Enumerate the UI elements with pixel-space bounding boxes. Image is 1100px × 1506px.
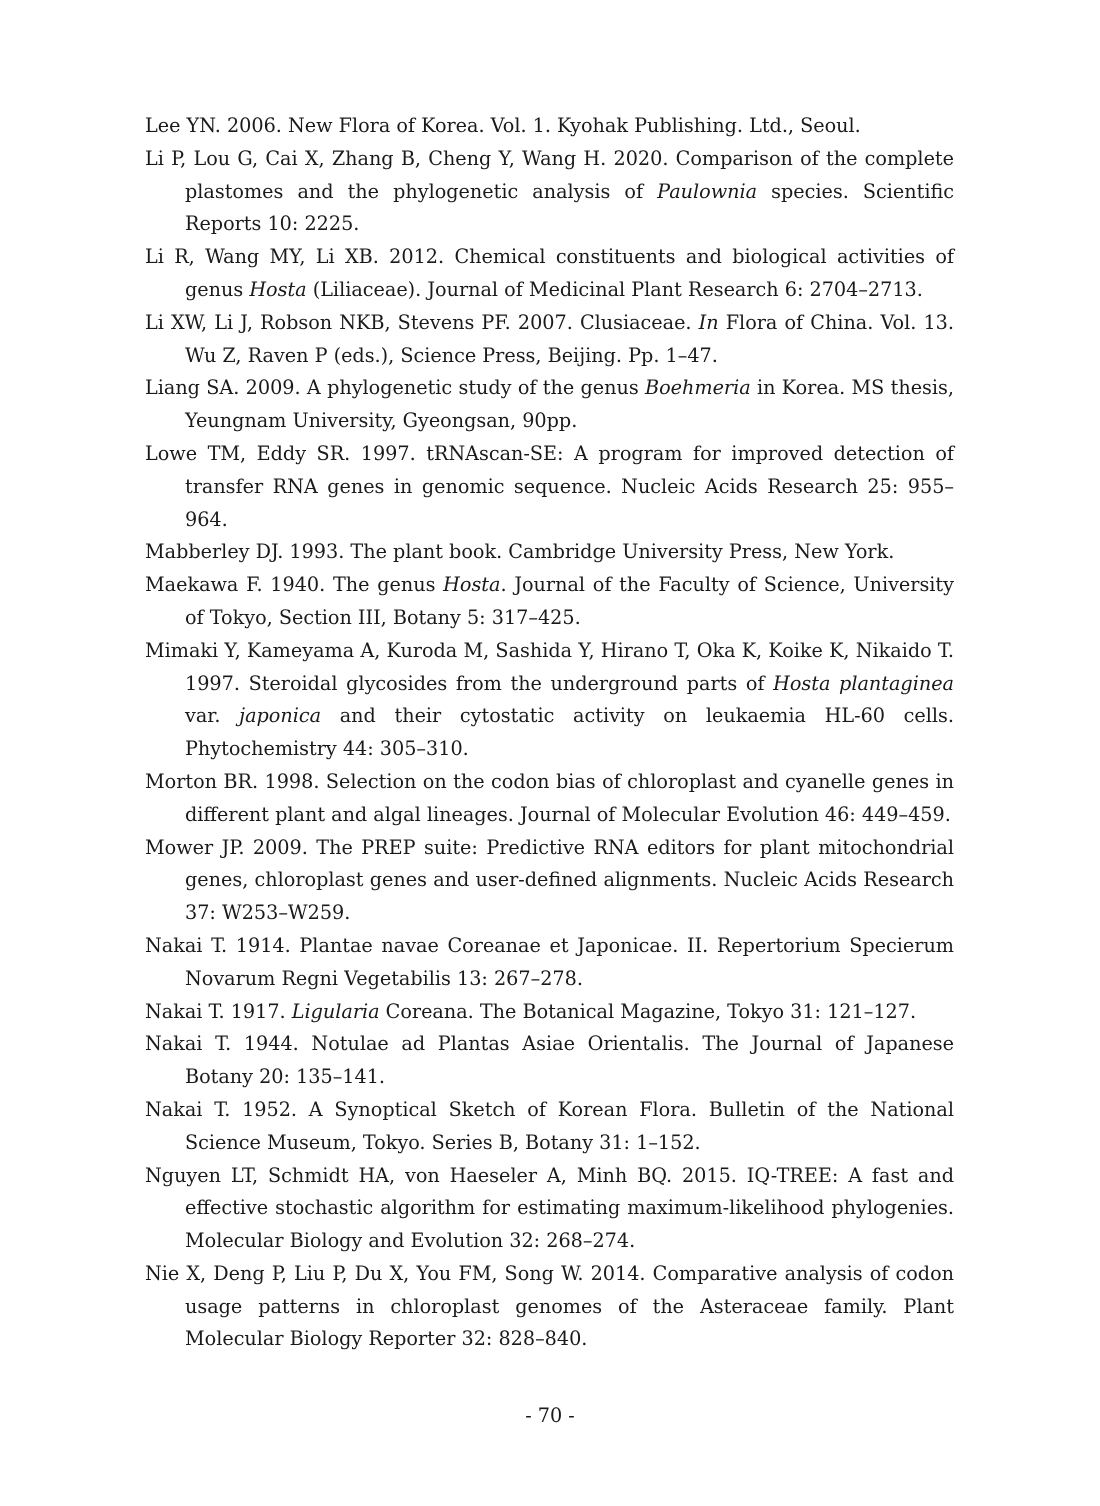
reference-text: Lee YN. 2006. New Flora of Korea. Vol. 1. Kyohak Publishing. Ltd., Seoul. [145,114,861,137]
italic-term: japonica [239,704,322,728]
reference-text: Li XW, Li J, Robson NKB, Stevens PF. 2007. Clusiaceae. [145,310,699,334]
italic-term: Paulownia [657,179,758,203]
reference-text: Nakai T. 1944. Notulae ad Plantas Asiae Orientalis. The Journal of Japanese Botany 20: 135–141. [145,1032,954,1089]
reference-text: Nakai T. 1952. A Synoptical Sketch of Korean Flora. Bulletin of the National Science Museum, Tokyo. Series B, Botany 31: 1–152. [145,1097,954,1154]
reference-text: and their cytostatic activity on leukaemia HL-60 cells. Phytochemistry 44: 305–310. [185,704,955,761]
reference-text: Flora of China. Vol. 13. Wu Z, Raven P (eds.), Science Press, Beijing. Pp. 1–47. [185,310,954,367]
reference-text: in Korea. MS thesis, Yeungnam University, Gyeongsan, 90pp. [185,376,954,433]
reference-entry [145,143,954,241]
reference-text: Lowe TM, Eddy SR. 1997. tRNAscan-SE: A program for improved detection of transfer RNA genes in genomic sequence. Nucleic Acids Research 25: 955–964. [145,441,954,531]
italic-term: In [698,310,719,334]
italic-term: Hosta [443,573,501,597]
reference-entry [145,996,954,1029]
italic-term: Boehmeria [645,376,751,400]
reference-entry [145,832,954,930]
reference-entry [145,1094,954,1160]
reference-text: Coreana. The Botanical Magazine, Tokyo 31: 121–127. [379,999,917,1023]
reference-text: Mower JP. 2009. The PREP suite: Predictive RNA editors for plant mitochondrial genes, chloroplast genes and user-defined alignments. Nucleic Acids Research 37: W253–W259. [145,835,954,925]
reference-text: Nakai T. 1917. [145,999,292,1023]
reference-text: Li P, Lou G, Cai X, Zhang B, Cheng Y, Wang H. 2020. Comparison of the complete plastomes and the phylogenetic analysis of [145,146,954,203]
italic-term: Hosta [249,277,307,301]
reference-text: Nakai T. 1914. Plantae navae Coreanae et Japonicae. II. Repertorium Specierum Novarum Regni Vegetabilis 13: 267–278. [145,933,954,990]
reference-entry [145,1160,954,1258]
italic-term: Ligularia [291,999,380,1023]
reference-text: Maekawa F. 1940. The genus [145,573,444,597]
reference-list [145,110,954,1356]
reference-entry [145,241,954,307]
page-number: - 70 - [525,1404,575,1427]
reference-entry [145,1258,954,1356]
reference-entry [145,110,954,143]
reference-entry [145,307,954,373]
reference-text: Nguyen LT, Schmidt HA, von Haeseler A, Minh BQ. 2015. IQ-TREE: A fast and effective stochastic algorithm for estimating maximum-likelihood phylogenies. Molecular Biology and Evolution 32: 268–274. [145,1163,954,1253]
reference-entry [145,1028,954,1094]
reference-entry [145,372,954,438]
reference-entry [145,536,954,569]
reference-text: Morton BR. 1998. Selection on the codon bias of chloroplast and cyanelle genes in different plant and algal lineages. Journal of Molecular Evolution 46: 449–459. [145,769,954,826]
reference-entry [145,635,954,766]
reference-text: (Liliaceae). Journal of Medicinal Plant Research 6: 2704–2713. [306,277,923,301]
reference-text: species. Scientific Reports 10: 2225. [185,179,955,236]
reference-text: Liang SA. 2009. A phylogenetic study of the genus [145,376,646,400]
reference-text: Nie X, Deng P, Liu P, Du X, You FM, Song W. 2014. Comparative analysis of codon usage patterns in chloroplast genomes of the Asteraceae family. Plant Molecular Biology Reporter 32: 828–840. [145,1261,954,1351]
reference-entry [145,766,954,832]
reference-entry [145,438,954,536]
reference-text: . Journal of the Faculty of Science, University of Tokyo, Section III, Botany 5: 317–425. [185,573,954,629]
reference-entry [145,569,954,635]
reference-text: Mimaki Y, Kameyama A, Kuroda M, Sashida Y, Hirano T, Oka K, Koike K, Nikaido T. 1997. Steroidal glycosides from the underground parts of [145,638,954,695]
reference-text: var. [185,704,240,728]
reference-text: Mabberley DJ. 1993. The plant book. Cambridge University Press, New York. [145,540,895,564]
reference-text: Li R, Wang MY, Li XB. 2012. Chemical constituents and biological activities of genus [145,245,954,301]
italic-term: Hosta plantaginea [773,671,954,695]
reference-entry [145,930,954,996]
